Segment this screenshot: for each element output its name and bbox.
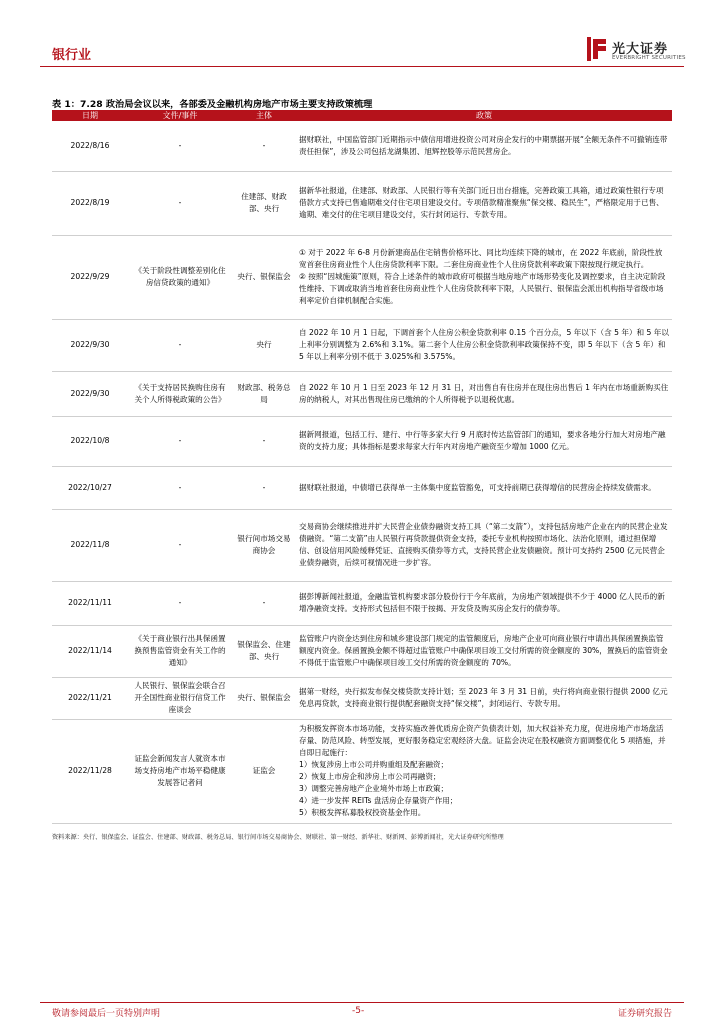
row-subject: 财政部、税务总局 <box>232 371 296 416</box>
row-subject: - <box>232 121 296 171</box>
row-document: - <box>128 319 232 371</box>
brand-logo <box>586 36 696 66</box>
row-policy: 据新华社报道，住建部、财政部、人民银行等有关部门近日出台措施，完善政策工具箱，通过政策性银行专项借款方式支持已售逾期难交付住宅项目建设交付。专项借款精准聚焦“保交楼、稳民生”，严格限定用于已售、逾期、难交付的住宅项目建设交付，实行封闭运行、专款专用。 <box>296 171 672 235</box>
row-subject: - <box>232 416 296 466</box>
row-document: 证监会新闻发言人就资本市场支持房地产市场平稳健康发展答记者问 <box>128 719 232 823</box>
policy-line: 5）积极发挥私募股权投资基金作用。 <box>299 808 426 817</box>
row-document: - <box>128 121 232 171</box>
row-policy: 据财联社，中国监管部门近期指示中债信用增进投资公司对房企发行的中期票据开展“全额无条件不可撤销连带责任担保”，涉及公司包括龙湖集团、旭辉控股等示范民营房企。 <box>296 121 672 171</box>
brand-name-en: EVERBRIGHT SECURITIES <box>612 55 686 61</box>
row-date: 2022/11/28 <box>52 719 128 823</box>
table-row <box>52 416 672 466</box>
row-date: 2022/11/8 <box>52 509 128 581</box>
table-row <box>52 625 672 677</box>
section-label: 银行业 <box>52 48 92 63</box>
row-subject: 证监会 <box>232 719 296 823</box>
row-subject: 央行 <box>232 319 296 371</box>
row-document: - <box>128 416 232 466</box>
row-policy: 自 2022 年 10 月 1 日起，下调首套个人住房公积金贷款利率 0.15 个百分点，5 年以下（含 5 年）和 5 年以上利率分别调整为 2.6%和 3.1%。第二套个人住房公积金贷款利率政策保持不变，即 5 年以下（含 5 年）和 5 年以上利率分别不低于 3.025%和 3.575%。 <box>296 319 672 371</box>
row-subject: - <box>232 581 296 625</box>
row-document: 《关于阶段性调整差别化住房信贷政策的通知》 <box>128 235 232 319</box>
table-row <box>52 719 672 823</box>
row-policy: 据新网报道，包括工行、建行、中行等多家大行 9 月底时传达监管部门的通知，要求各地分行加大对房地产融资的支持力度；具体指标是要求每家大行年内对房地产融资至少增加 1000 亿元。 <box>296 416 672 466</box>
row-date: 2022/8/16 <box>52 121 128 171</box>
row-document: 《关于商业银行出具保函置换预售监管资金有关工作的通知》 <box>128 625 232 677</box>
row-policy: 监管账户内资金达到住房和城乡建设部门规定的监管额度后，房地产企业可向商业银行申请出具保函置换监管额度内资金。保函置换金额不得超过监管账户中确保项目竣工交付所需的资金额度的 30%，置换后的监管资金不得低于监管账户中确保项目竣工交付所需的资金额度的 70%。 <box>296 625 672 677</box>
footer-report-type: 证券研究报告 <box>617 1009 672 1019</box>
row-policy: 自 2022 年 10 月 1 日至 2023 年 12 月 31 日，对出售自有住房并在现住房出售后 1 年内在市场重新购买住房的纳税人，对其出售现住房已缴纳的个人所得税予以退税优惠。 <box>296 371 672 416</box>
row-document: - <box>128 509 232 581</box>
table-title: 表 1：7.28 政治局会议以来，各部委及金融机构房地产市场主要支持政策梳理 <box>52 99 373 110</box>
row-date: 2022/11/11 <box>52 581 128 625</box>
everbright-logo-icon <box>586 36 608 62</box>
column-header-date: 日期 <box>52 110 128 121</box>
policy-table <box>52 110 672 824</box>
row-date: 2022/9/30 <box>52 319 128 371</box>
policy-line: 4）进一步发挥 REITs 盘活房企存量资产作用； <box>299 796 458 805</box>
policy-line: 3）调整完善房地产企业境外市场上市政策； <box>299 784 449 793</box>
table-header-row <box>52 110 672 121</box>
row-date: 2022/9/30 <box>52 371 128 416</box>
footer-divider <box>40 1002 684 1003</box>
brand-name-cn: 光大证券 <box>612 42 669 57</box>
row-policy <box>296 719 672 823</box>
table-row <box>52 121 672 171</box>
row-policy: 交易商协会继续推进并扩大民营企业债券融资支持工具（“第二支箭”），支持包括房地产企业在内的民营企业发债融资。“第二支箭”由人民银行再贷款提供资金支持，委托专业机构按照市场化、法治化原则，通过担保增信、创设信用风险缓释凭证、直接购买债券等方式，支持民营企业发债融资。预计可支持约 2500 亿元民营企业债券融资，后续可视情况进一步扩容。 <box>296 509 672 581</box>
row-subject: 住建部、财政部、央行 <box>232 171 296 235</box>
row-subject: 央行、银保监会 <box>232 235 296 319</box>
row-document: - <box>128 171 232 235</box>
row-policy <box>296 235 672 319</box>
table-row <box>52 509 672 581</box>
footer-disclaimer-link: 敬请参阅最后一页特别声明 <box>52 1009 161 1019</box>
policy-line: 2）恢复上市房企和涉房上市公司再融资； <box>299 772 441 781</box>
column-header-policy: 政策 <box>296 110 672 121</box>
header-divider <box>40 66 684 67</box>
source-note: 资料来源：央行、银保监会、证监会、住建部、财政部、税务总局、银行间市场交易商协会、财联社、第一财经、新华社、财新网、彭博新闻社，光大证券研究所整理 <box>52 834 504 841</box>
row-policy: 据财联社报道，中债增已获得单一主体集中度监管豁免，可支持前期已获得增信的民营房企持续发债需求。 <box>296 466 672 509</box>
row-policy: 据第一财经，央行拟发布保交楼贷款支持计划；至 2023 年 3 月 31 日前，央行将向商业银行提供 2000 亿元免息再贷款，支持商业银行提供配套融资支持“保交楼”，封闭运行、专款专用。 <box>296 677 672 719</box>
row-date: 2022/10/27 <box>52 466 128 509</box>
table-row <box>52 677 672 719</box>
row-date: 2022/10/8 <box>52 416 128 466</box>
policy-line: ② 按照“因城施策”原则，符合上述条件的城市政府可根据当地房地产市场形势变化及调控要求，自主决定阶段性维持、下调或取消当地首套住房商业性个人住房贷款利率下限，人民银行、银保监会派出机构指导省级市场利率定价自律机制配合实施。 <box>299 272 666 305</box>
table-row <box>52 466 672 509</box>
table-row <box>52 235 672 319</box>
column-header-subject: 主体 <box>232 110 296 121</box>
row-subject: 央行、银保监会 <box>232 677 296 719</box>
row-document: 人民银行、银保监会联合召开全国性商业银行信贷工作座谈会 <box>128 677 232 719</box>
row-date: 2022/11/14 <box>52 625 128 677</box>
column-header-document: 文件/事件 <box>128 110 232 121</box>
row-date: 2022/11/21 <box>52 677 128 719</box>
page-number: -5- <box>352 1006 365 1016</box>
row-document: - <box>128 466 232 509</box>
row-document: - <box>128 581 232 625</box>
row-date: 2022/9/29 <box>52 235 128 319</box>
row-document: 《关于支持居民换购住房有关个人所得税政策的公告》 <box>128 371 232 416</box>
table-row <box>52 371 672 416</box>
table-row <box>52 171 672 235</box>
table-row <box>52 581 672 625</box>
policy-line: ① 对于 2022 年 6-8 月份新建商品住宅销售价格环比、同比均连续下降的城市，在 2022 年底前，阶段性放宽首套住房商业性个人住房贷款利率下限。二套住房商业性个人住房贷款利率政策下限按现行规定执行。 <box>299 248 663 269</box>
row-date: 2022/8/19 <box>52 171 128 235</box>
row-subject: 银保监会、住建部、央行 <box>232 625 296 677</box>
policy-line: 为积极发挥资本市场功能，支持实施改善优质房企资产负债表计划，加大权益补充力度，促进房地产市场盘活存量、防范风险、转型发展，更好服务稳定宏观经济大盘。证监会决定在股权融资方面调整优化 5 项措施，并自即日起施行： <box>299 724 666 757</box>
policy-line: 1）恢复涉房上市公司并购重组及配套融资； <box>299 760 449 769</box>
row-subject: - <box>232 466 296 509</box>
table-row <box>52 319 672 371</box>
row-policy: 据彭博新闻社报道，金融监管机构要求部分股份行于今年底前，为房地产领域提供不少于 4000 亿人民币的新增净融资支持。支持形式包括但不限于按揭、开发贷及购买房企发行的债券等。 <box>296 581 672 625</box>
row-subject: 银行间市场交易商协会 <box>232 509 296 581</box>
